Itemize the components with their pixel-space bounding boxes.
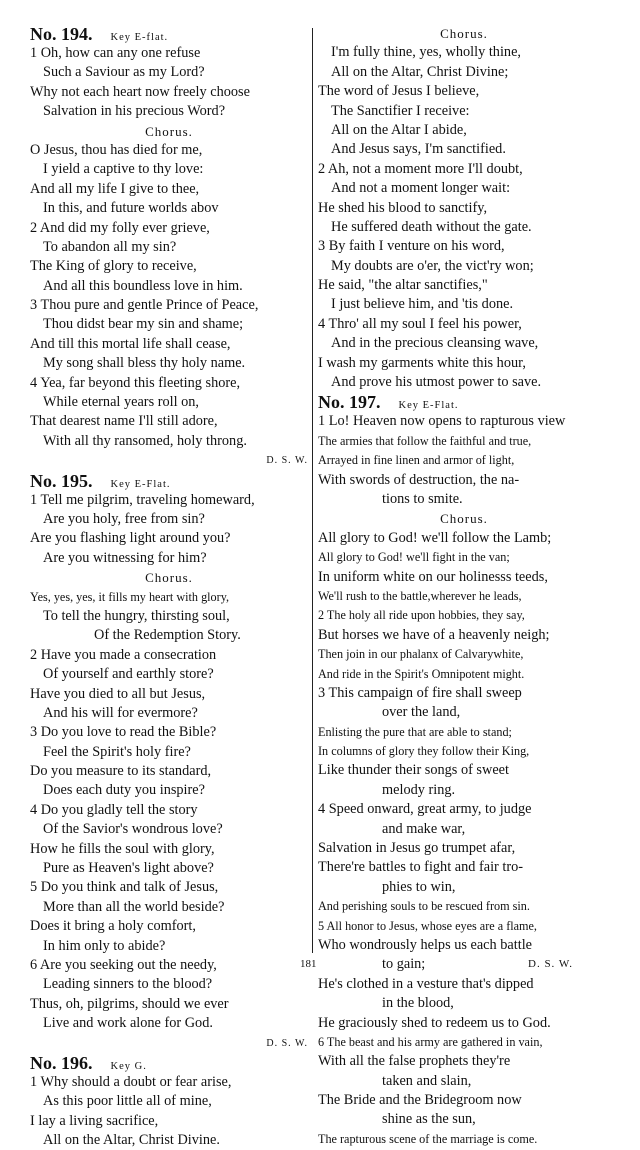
verse-line: Arrayed in fine linen and armor of light,	[318, 453, 515, 468]
verse-line: O Jesus, thou has died for me,	[30, 141, 203, 158]
verse-line: As this poor little all of mine,	[43, 1093, 212, 1110]
verse-line: And not a moment longer wait:	[331, 180, 511, 197]
verse-line: In columns of glory they follow their King,	[318, 744, 530, 759]
verse-line: Thus, oh, pilgrims, should we ever	[30, 995, 229, 1012]
verse-line: melody ring.	[382, 781, 456, 798]
verse-line: Yes, yes, yes, it fills my heart with glory,	[30, 589, 230, 604]
verse-line: My doubts are o'er, the vict'ry won;	[331, 257, 534, 274]
verse-line: 1 Tell me pilgrim, traveling homeward,	[30, 491, 255, 508]
author-signature: D. S. W.	[528, 958, 573, 970]
verse-line: Like thunder their songs of sweet	[318, 762, 509, 779]
verse-line: 1 Why should a doubt or fear arise,	[30, 1073, 232, 1090]
verse-line: Of the Redemption Story.	[94, 627, 241, 644]
verse-line: Of yourself and earthly store?	[43, 666, 214, 683]
verse-line: 6 The beast and his army are gathered in vain,	[318, 1034, 543, 1049]
column-divider	[312, 28, 313, 953]
hymn-number: No. 195.	[30, 470, 93, 491]
verse-line: 2 Ah, not a moment more I'll doubt,	[318, 160, 523, 177]
verse-line: The King of glory to receive,	[30, 258, 197, 275]
author-initials: D. S. W.	[266, 455, 308, 467]
verse-line: He graciously shed to redeem us to God.	[318, 1014, 551, 1031]
verse-line: And all my life I give to thee,	[30, 180, 200, 197]
verse-line: And in the precious cleansing wave,	[331, 335, 539, 352]
verse-line: And till this mortal life shall cease,	[30, 335, 231, 352]
verse-line: To tell the hungry, thirsting soul,	[43, 607, 230, 624]
verse-line: But horses we have of a heavenly neigh;	[318, 626, 550, 643]
verse-line: The armies that follow the faithful and true,	[318, 433, 532, 448]
verse-line: Does each duty you inspire?	[43, 782, 205, 799]
verse-line: 1 Lo! Heaven now opens to rapturous view	[318, 413, 566, 430]
verse-line: And perishing souls to be rescued from sin.	[318, 899, 530, 914]
verse-line: Leading sinners to the blood?	[43, 976, 213, 993]
verse-line: And Jesus says, I'm sanctified.	[331, 141, 506, 158]
verse-line: shine as the sun,	[382, 1111, 476, 1128]
verse-line: Who wondrously helps us each battle	[318, 936, 533, 953]
hymn-heading	[30, 1053, 308, 1073]
hymn-key: Key E-flat.	[110, 32, 169, 43]
hymn-heading	[30, 471, 308, 491]
verse-line: 3 By faith I venture on his word,	[318, 238, 505, 255]
verse-line: 1 Oh, how can any one refuse	[30, 45, 201, 61]
verse-line: Feel the Spirit's holy fire?	[43, 743, 191, 760]
verse-line: The rapturous scene of the marriage is come.	[318, 1131, 538, 1146]
verse-line: I yield a captive to thy love:	[43, 161, 204, 178]
verse-line: taken and slain,	[382, 1072, 472, 1089]
verse-line: 4 Do you gladly tell the story	[30, 801, 198, 818]
hymn-heading	[30, 24, 308, 44]
verse-line: With swords of destruction, the na-	[318, 471, 520, 488]
verse-line: He's clothed in a vesture that's dipped	[318, 975, 534, 992]
verse-line: How he fills the soul with glory,	[30, 840, 215, 857]
verse-line: The Sanctifier I receive:	[331, 102, 470, 119]
verse-line: Why not each heart now freely choose	[30, 83, 250, 100]
verse-line: In him only to abide?	[43, 937, 166, 954]
verse-line: I wash my garments white this hour,	[318, 354, 526, 371]
verse-line: He said, "the altar sanctifies,"	[318, 277, 488, 294]
verse-line: To abandon all my sin?	[43, 238, 177, 255]
verse-line: tions to smite.	[382, 490, 463, 507]
hymn-key: Key E-Flat.	[398, 400, 459, 412]
verse-line: And all this boundless love in him.	[43, 277, 243, 294]
verse-line: Pure as Heaven's light above?	[43, 860, 214, 877]
verse-line: With all thy ransomed, holy throng.	[43, 432, 247, 449]
verse-line: My song shall bless thy holy name.	[43, 355, 246, 372]
verse-line: There're battles to fight and fair tro-	[318, 859, 524, 876]
verse-line: Thou didst bear my sin and shame;	[43, 316, 244, 333]
hymn-heading	[318, 392, 610, 412]
verse-line: Of the Savior's wondrous love?	[43, 821, 223, 838]
chorus-label: Chorus.	[145, 123, 193, 139]
verse-line: Salvation in his precious Word?	[43, 103, 226, 120]
verse-line: Such a Saviour as my Lord?	[43, 64, 205, 81]
verse-line: Live and work alone for God.	[43, 1015, 213, 1032]
verse-line: Are you holy, free from sin?	[43, 510, 205, 527]
verse-line: We'll rush to the battle,wherever he leads,	[318, 588, 522, 603]
verse-line: And ride in the Spirit's Omnipotent might.	[318, 666, 525, 681]
verse-line: 3 Do you love to read the Bible?	[30, 724, 217, 741]
verse-line: 3 This campaign of fire shall sweep	[318, 684, 522, 701]
hymn-number: No. 196.	[30, 1052, 93, 1073]
page-number: 181	[300, 958, 317, 970]
verse-line: He suffered death without the gate.	[331, 218, 532, 235]
verse-line: All on the Altar I abide,	[331, 121, 467, 138]
left-column	[30, 24, 308, 1150]
verse-line: 4 Thro' all my soul I feel his power,	[318, 315, 522, 332]
hymn-number: No. 194.	[30, 24, 93, 44]
verse-line: Does it bring a holy comfort,	[30, 918, 196, 935]
page-footer	[0, 958, 640, 978]
verse-line: Salvation in Jesus go trumpet afar,	[318, 840, 516, 857]
verse-line: I'm fully thine, yes, wholly thine,	[331, 44, 521, 61]
verse-line: I just believe him, and 'tis done.	[331, 296, 514, 313]
verse-line: More than all the world beside?	[43, 898, 225, 915]
verse-line: Are you flashing light around you?	[30, 530, 231, 547]
verse-line: I lay a living sacrifice,	[30, 1112, 159, 1129]
verse-line: All glory to God! we'll follow the Lamb;	[318, 529, 552, 546]
verse-line: 2 Have you made a consecration	[30, 646, 217, 663]
verse-line: 4 Speed onward, great army, to judge	[318, 801, 532, 818]
verse-line: And prove his utmost power to save.	[331, 374, 542, 391]
verse-line: 2 The holy all ride upon hobbies, they say,	[318, 608, 525, 623]
verse-line: In this, and future worlds abov	[43, 200, 219, 217]
verse-line: in the blood,	[382, 995, 454, 1012]
verse-line: Then join in our phalanx of Calvarywhite,	[318, 647, 524, 662]
hymn-key: Key E-Flat.	[110, 478, 171, 490]
verse-line: to gain;	[382, 956, 426, 973]
verse-line: The word of Jesus I believe,	[318, 83, 480, 100]
verse-line: 5 All honor to Jesus, whose eyes are a flame,	[318, 918, 537, 933]
verse-line: That dearest name I'll still adore,	[30, 413, 218, 430]
verse-line: While eternal years roll on,	[43, 394, 200, 411]
verse-line: Do you measure to its standard,	[30, 763, 212, 780]
verse-line: All on the Altar, Christ Divine.	[43, 1132, 220, 1149]
verse-line: He shed his blood to sanctify,	[318, 199, 488, 216]
chorus-label: Chorus.	[440, 511, 488, 527]
verse-line: 3 Thou pure and gentle Prince of Peace,	[30, 297, 259, 314]
verse-line: 6 Are you seeking out the needy,	[30, 956, 217, 973]
verse-line: and make war,	[382, 820, 466, 837]
hymn-number: No. 197.	[318, 392, 381, 413]
verse-line: phies to win,	[382, 878, 456, 895]
chorus-label: Chorus.	[440, 26, 488, 41]
chorus-label: Chorus.	[145, 570, 193, 586]
right-column	[318, 24, 610, 1149]
verse-line: Are you witnessing for him?	[43, 549, 207, 566]
author-initials: D. S. W.	[266, 1037, 308, 1049]
hymn-key: Key G.	[110, 1060, 147, 1072]
verse-line: 2 And did my folly ever grieve,	[30, 219, 210, 236]
verse-line: 4 Yea, far beyond this fleeting shore,	[30, 374, 241, 391]
verse-line: And his will for evermore?	[43, 704, 198, 721]
verse-line: All on the Altar, Christ Divine;	[331, 63, 509, 80]
verse-line: The Bride and the Bridegroom now	[318, 1092, 522, 1109]
verse-line: All glory to God! we'll fight in the van;	[318, 550, 510, 565]
verse-line: In uniform white on our holinesss teeds,	[318, 568, 548, 585]
verse-line: Enlisting the pure that are able to stand;	[318, 724, 512, 739]
verse-line: Have you died to all but Jesus,	[30, 685, 206, 702]
verse-line: 5 Do you think and talk of Jesus,	[30, 879, 219, 896]
verse-line: over the land,	[382, 704, 461, 721]
verse-line: With all the false prophets they're	[318, 1053, 511, 1070]
